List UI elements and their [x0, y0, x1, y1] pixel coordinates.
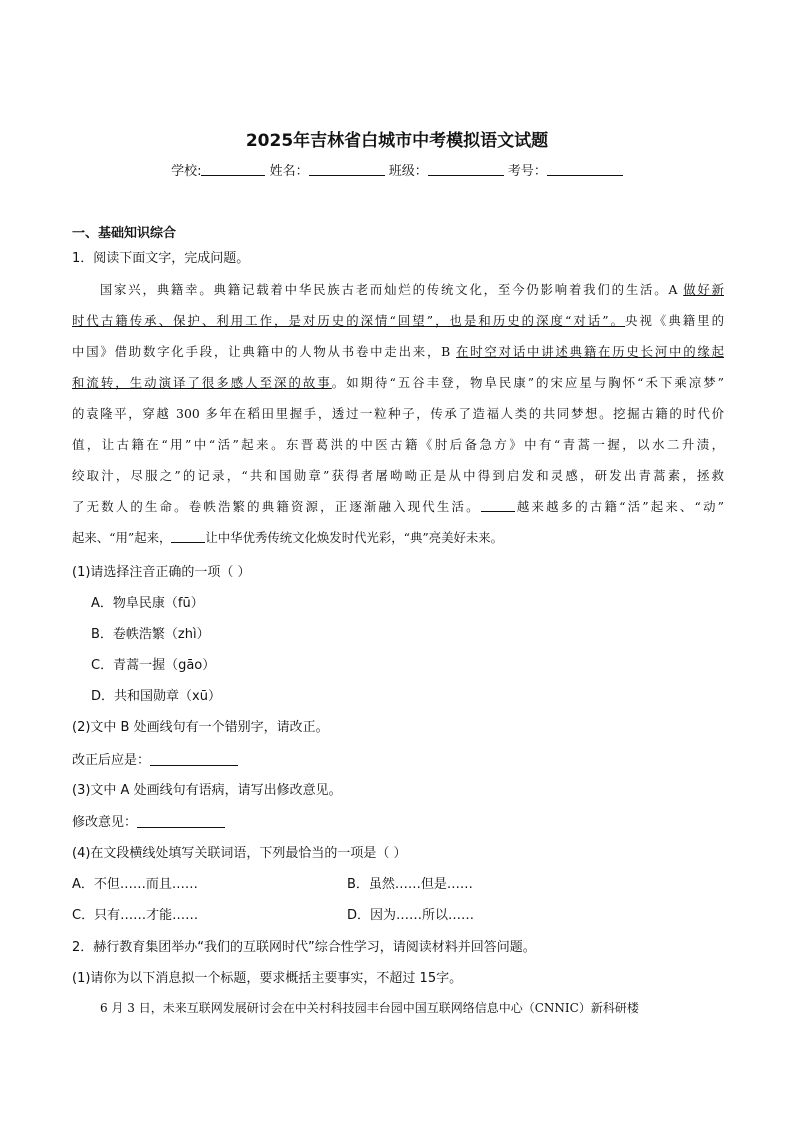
passage-line: 了无数人的生命。卷帙浩繁的典籍资源，正逐渐融入现代生活。 越来越多的古籍“活”起来、“动” [72, 499, 724, 514]
school-label: 学校: [171, 164, 202, 179]
answer-line-2 [72, 749, 238, 768]
passage-line: 国家兴，典籍幸。典籍记载着中华民族古老而灿烂的传统文化，至今仍影响着我们的生活。A 做好新 [98, 282, 725, 297]
passage-1 [72, 274, 724, 553]
option-c[interactable]: C．青蒿一握（gāo） [91, 658, 216, 673]
passage-line: 起来、“用”起来， 让中华优秀传统文化焕发时代光彩，“典”亮美好未来。 [72, 530, 504, 545]
school-blank[interactable] [201, 163, 265, 176]
answer-blank[interactable] [150, 753, 238, 766]
fill-blank[interactable] [171, 531, 205, 543]
answer-blank[interactable] [137, 815, 225, 828]
option-d[interactable]: D．共和国勋章（xū） [91, 689, 221, 704]
question-2-intro: 2．赫行教育集团举办“我们的互联网时代”综合性学习，请阅读材料并回答问题。 [72, 940, 536, 955]
passage-line: 时代古籍传承、保护、利用工作，是对历史的深情“回望”，也是和历史的深度“对话”。央视《典籍里的 [72, 313, 725, 328]
underline-b: 和流转，生动演译了很多感人至深的故事 [72, 375, 332, 390]
option-b[interactable]: B．虽然……但是…… [347, 877, 473, 892]
name-label: 姓名： [269, 164, 309, 179]
question-1-intro: 1．阅读下面文字，完成问题。 [72, 251, 250, 266]
sub-question-2: (2)文中 B 处画线句有一个错别字，请改正。 [72, 720, 329, 735]
option-a[interactable]: A．物阜民康（fū） [91, 596, 204, 611]
section-heading: 一、基础知识综合 [72, 226, 177, 241]
underline-a: 时代古籍传承、保护、利用工作，是对历史的深情“回望”，也是和历史的深度“对话”。 [72, 313, 626, 328]
passage-line: 和流转，生动演译了很多感人至深的故事。如期待“五谷丰登，物阜民康”的宋应星与胸怀“禾下乘凉梦” [72, 375, 725, 390]
answer-label: 修改意见： [72, 815, 138, 830]
answer-label: 改正后应是： [72, 753, 151, 768]
passage-line: 中国》借助数字化手段，让典籍中的人物从书卷中走出来，B 在时空对话中讲述典籍在历史长河中的缘起 [72, 344, 725, 359]
underline-a: 做好新 [683, 282, 725, 297]
sub-question-1: (1)请选择注音正确的一项（ ） [72, 565, 251, 580]
class-blank[interactable] [428, 163, 504, 176]
sub-question-2-1: (1)请你为以下消息拟一个标题，要求概括主要事实，不超过 15字。 [72, 971, 463, 986]
passage-line: 的袁隆平，穿越 300 多年在稻田里握手，透过一粒种子，传承了造福人类的共同梦想。挖掘古籍的时代价 [72, 406, 724, 421]
passage-line: 绞取汁，尽服之”的记录，“共和国勋章”获得者屠呦呦正是从中得到启发和灵感，研发出青蒿素，拯救 [72, 468, 724, 483]
exam-no-label: 考号： [507, 164, 547, 179]
option-b[interactable]: B．卷帙浩繁（zhì） [91, 627, 210, 642]
student-info-row [0, 160, 794, 179]
fill-blank[interactable] [481, 500, 515, 512]
option-a[interactable]: A．不但……而且…… [72, 877, 198, 892]
answer-line-3 [72, 811, 225, 830]
passage-line: 值，让古籍在“用”中“活”起来。东晋葛洪的中医古籍《肘后备急方》中有“青蒿一握，以水二升渍， [72, 437, 724, 452]
option-c[interactable]: C．只有……才能…… [72, 908, 199, 923]
class-label: 班级： [388, 164, 428, 179]
sub-question-4: (4)在文段横线处填写关联词语，下列最恰当的一项是（ ） [72, 846, 407, 861]
news-passage: 6 月 3 日，未来互联网发展研讨会在中关村科技园丰台园中国互联网络信息中心（CNNIC）新科研楼 [100, 1001, 639, 1015]
exam-no-blank[interactable] [547, 163, 623, 176]
name-blank[interactable] [309, 163, 385, 176]
option-d[interactable]: D．因为……所以…… [347, 908, 475, 923]
page-title: 2025年吉林省白城市中考模拟语文试题 [245, 131, 549, 151]
sub-question-3: (3)文中 A 处画线句有语病，请写出修改意见。 [72, 783, 342, 798]
underline-b: 在时空对话中讲述典籍在历史长河中的缘起 [456, 344, 725, 359]
